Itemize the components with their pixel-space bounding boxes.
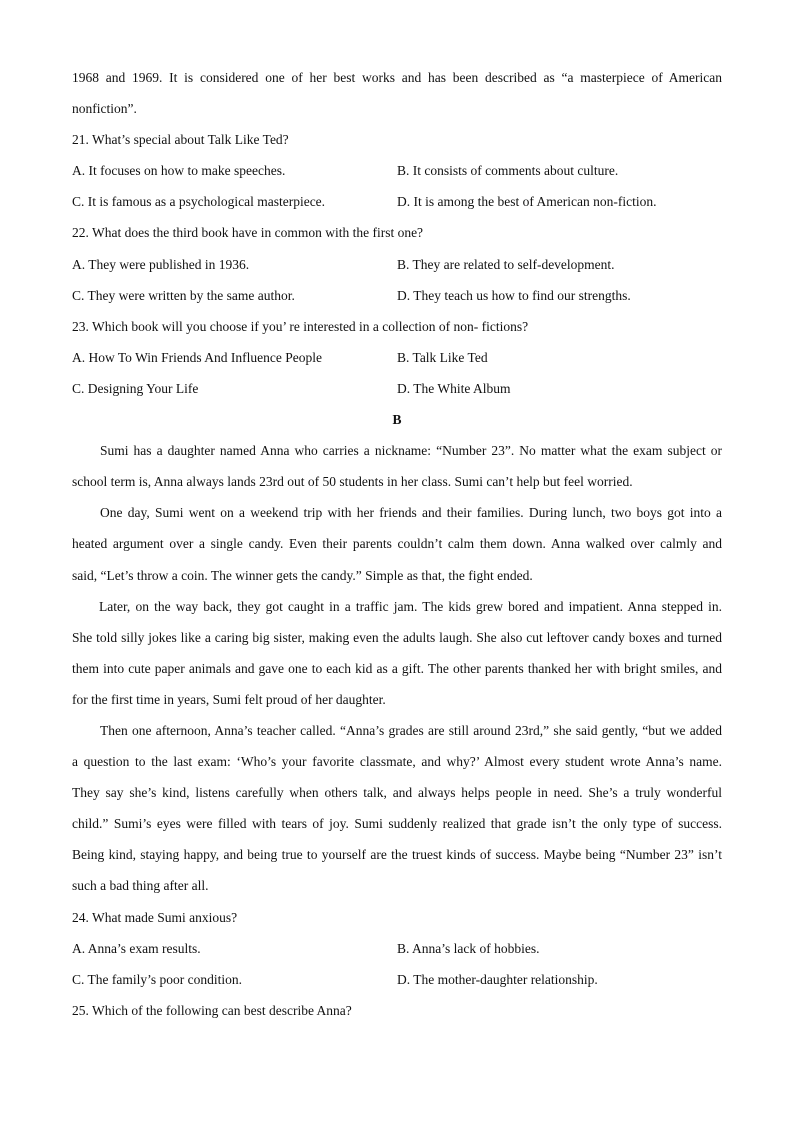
option-row xyxy=(72,155,722,186)
passage-a-line: 1968 and 1969. It is considered one of her best works and has been described as “a masterpiece of American xyxy=(72,70,722,85)
option-d: D. It is among the best of American non-fiction. xyxy=(397,194,657,210)
paragraph-line: Later, on the way back, they got caught in a traffic jam. The kids grew bored and impatient. Anna stepped in. xyxy=(99,598,722,614)
question-stem-24: 24. What made Sumi anxious? xyxy=(72,909,238,925)
page-content xyxy=(72,62,722,1026)
option-row xyxy=(72,186,722,217)
option-c: C. Designing Your Life xyxy=(72,380,199,396)
option-row xyxy=(72,249,722,280)
paragraph-line: them into cute paper animals and gave one to each kid as a gift. The other parents thanked her with bright smiles, and xyxy=(72,660,722,676)
paragraph-line: heated argument over a single candy. Even their parents couldn’t calm them down. Anna walked over calmly and xyxy=(72,536,722,552)
option-b: B. Talk Like Ted xyxy=(397,349,488,365)
paragraph-line: a question to the last exam: ‘Who’s your favorite classmate, and why?’ Almost every student wrote Anna’s name. xyxy=(72,754,722,770)
passage-a-line: nonfiction”. xyxy=(72,101,137,117)
paragraph-line: child.” Sumi’s eyes were filled with tears of joy. Sumi suddenly realized that grade isn’t the only type of success. xyxy=(72,816,722,832)
section-heading: B xyxy=(392,412,402,428)
option-d: D. They teach us how to find our strengths. xyxy=(397,287,631,303)
option-row xyxy=(72,342,722,373)
option-c: C. They were written by the same author. xyxy=(72,287,295,303)
paragraph-line: said, “Let’s throw a coin. The winner gets the candy.” Simple as that, the fight ended. xyxy=(72,567,533,583)
option-c: C. The family’s poor condition. xyxy=(72,971,242,987)
question-stem-23: 23. Which book will you choose if you’ re interested in a collection of non- fictions? xyxy=(72,318,529,334)
question-stem-21: 21. What’s special about Talk Like Ted? xyxy=(72,132,289,148)
option-c: C. It is famous as a psychological masterpiece. xyxy=(72,194,326,210)
option-a: A. Anna’s exam results. xyxy=(72,940,201,956)
option-row xyxy=(72,933,722,964)
option-row xyxy=(72,280,722,311)
paragraph-line: Sumi has a daughter named Anna who carries a nickname: “Number 23”. No matter what the exam subject or xyxy=(100,443,722,459)
option-d: D. The White Album xyxy=(397,380,511,396)
paragraph-line: such a bad thing after all. xyxy=(72,878,209,894)
option-d: D. The mother-daughter relationship. xyxy=(397,971,598,987)
option-b: B. Anna’s lack of hobbies. xyxy=(397,940,540,956)
option-a: A. How To Win Friends And Influence People xyxy=(72,349,322,365)
option-row xyxy=(72,964,722,995)
paragraph-line: She told silly jokes like a caring big sister, making even the adults laugh. She also cut leftover candy boxes and turned xyxy=(72,629,722,645)
option-a: A. It focuses on how to make speeches. xyxy=(72,163,286,179)
option-b: B. It consists of comments about culture. xyxy=(397,163,619,179)
question-stem-25: 25. Which of the following can best describe Anna? xyxy=(72,1002,352,1018)
paragraph-line: school term is, Anna always lands 23rd out of 50 students in her class. Sumi can’t help but feel worried. xyxy=(72,474,633,490)
paragraph-line: for the first time in years, Sumi felt proud of her daughter. xyxy=(72,691,386,707)
paragraph-line: They say she’s kind, listens carefully when others talk, and always helps people in need. She’s a truly wonderful xyxy=(72,785,722,801)
option-a: A. They were published in 1936. xyxy=(72,256,250,272)
option-row xyxy=(72,373,722,404)
paragraph-line: Then one afternoon, Anna’s teacher called. “Anna’s grades are still around 23rd,” she said gently, “but we added xyxy=(100,722,722,738)
option-b: B. They are related to self-development. xyxy=(397,256,615,272)
paragraph-line: Being kind, staying happy, and being true to yourself are the truest kinds of success. Maybe being “Number 23” isn’t xyxy=(72,847,722,863)
question-stem-22: 22. What does the third book have in common with the first one? xyxy=(72,225,424,241)
paragraph-line: One day, Sumi went on a weekend trip with her friends and their families. During lunch, two boys got into a xyxy=(100,505,722,521)
